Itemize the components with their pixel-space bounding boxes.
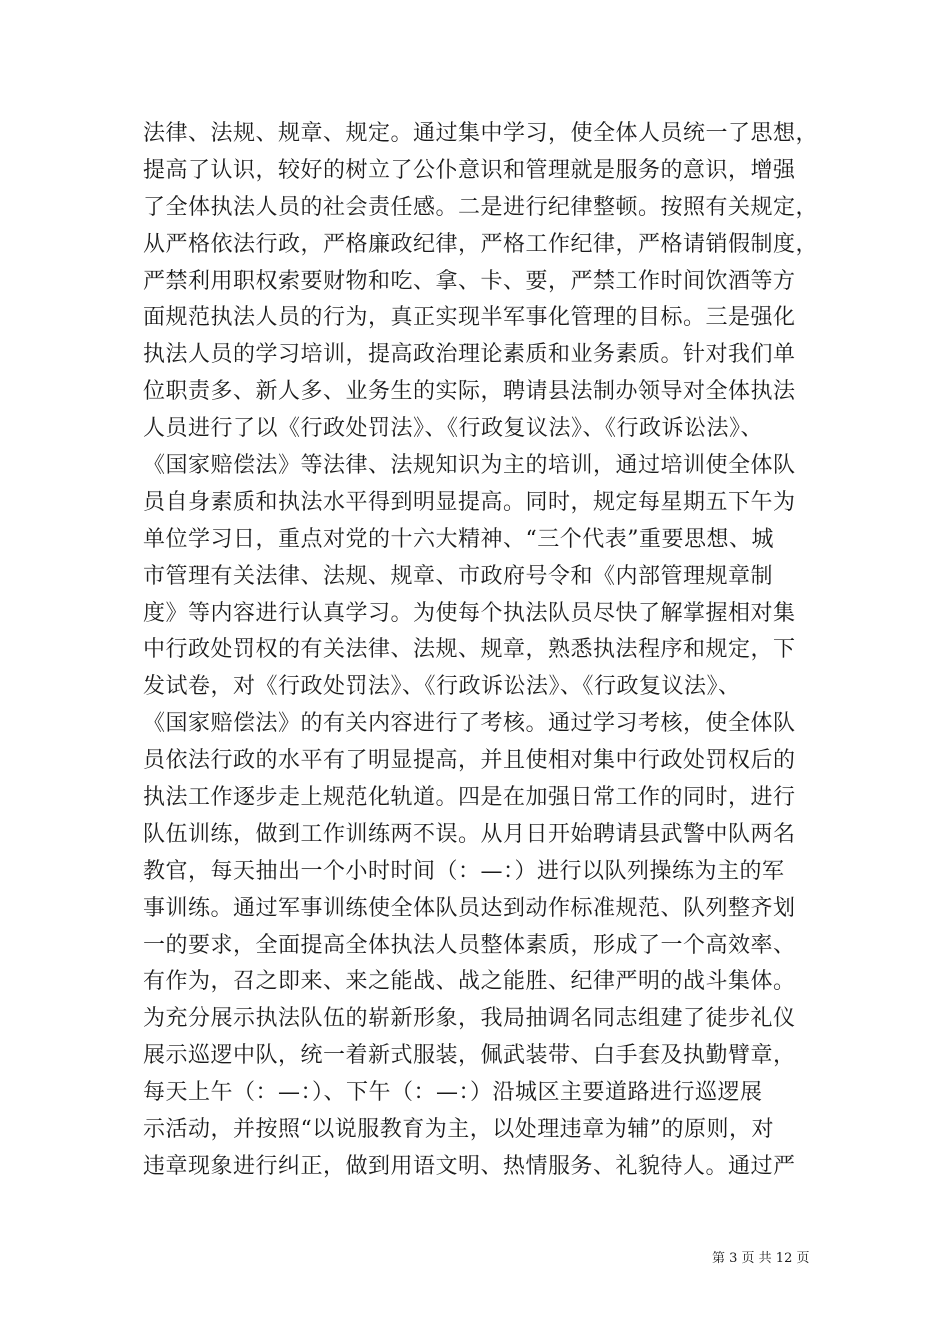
text-line: 中行政处罚权的有关法律、法规、规章，熟悉执法程序和规定，下: [143, 637, 796, 663]
text-line: 市管理有关法律、法规、规章、市政府号令和《内部管理规章制: [143, 563, 774, 589]
text-line: 展示巡逻中队，统一着新式服装，佩武装带、白手套及执勤臂章，: [143, 1043, 796, 1069]
text-line: 违章现象进行纠正，做到用语文明、热情服务、礼貌待人。通过严: [143, 1153, 796, 1179]
text-line: 执法人员的学习培训，提高政治理论素质和业务素质。针对我们单: [143, 342, 796, 368]
text-line: 《国家赔偿法》等法律、法规知识为主的培训，通过培训使全体队: [143, 453, 796, 479]
text-line: 队伍训练，做到工作训练两不误。从月日开始聘请县武警中队两名: [143, 821, 796, 847]
text-line: 执法工作逐步走上规范化轨道。四是在加强日常工作的同时，进行: [143, 785, 796, 811]
body-text: [143, 116, 833, 1186]
text-line: 员依法行政的水平有了明显提高，并且使相对集中行政处罚权后的: [143, 748, 796, 774]
page-number-footer: 第 3 页 共 12 页: [712, 1251, 810, 1266]
text-line: 为充分展示执法队伍的崭新形象，我局抽调名同志组建了徒步礼仪: [143, 1006, 796, 1032]
text-line: 每天上午（：—：）、下午（：—：）沿城区主要道路进行巡逻展: [143, 1080, 763, 1106]
text-line: 严禁利用职权索要财物和吃、拿、卡、要，严禁工作时间饮酒等方: [143, 268, 796, 294]
text-line: 一的要求，全面提高全体执法人员整体素质，形成了一个高效率、: [143, 932, 796, 958]
text-line: 《国家赔偿法》的有关内容进行了考核。通过学习考核，使全体队: [143, 711, 796, 737]
text-line: 从严格依法行政，严格廉政纪律，严格工作纪律，严格请销假制度，: [143, 231, 819, 257]
text-line: 人员进行了以《行政处罚法》、《行政复议法》、《行政诉讼法》、: [143, 416, 764, 442]
text-line: 有作为，召之即来、来之能战、战之能胜、纪律严明的战斗集体。: [143, 969, 796, 995]
text-line: 位职责多、新人多、业务生的实际，聘请县法制办领导对全体执法: [143, 379, 796, 405]
text-line: 教官，每天抽出一个小时时间（：—：）进行以队列操练为主的军: [143, 858, 785, 884]
text-line: 度》等内容进行认真学习。为使每个执法队员尽快了解掌握相对集: [143, 600, 796, 626]
text-line: 员自身素质和执法水平得到明显提高。同时，规定每星期五下午为: [143, 489, 796, 515]
text-line: 单位学习日，重点对党的十六大精神、“三个代表”重要思想、城: [143, 526, 774, 552]
text-line: 事训练。通过军事训练使全体队员达到动作标准规范、队列整齐划: [143, 895, 796, 921]
text-line: 示活动，并按照“以说服教育为主，以处理违章为辅”的原则，对: [143, 1117, 774, 1143]
text-line: 提高了认识，较好的树立了公仆意识和管理就是服务的意识，增强: [143, 157, 796, 183]
text-line: 法律、法规、规章、规定。通过集中学习，使全体人员统一了思想，: [143, 121, 819, 146]
text-line: 面规范执法人员的行为，真正实现半军事化管理的目标。三是强化: [143, 305, 796, 331]
text-line: 发试卷，对《行政处罚法》、《行政诉讼法》、《行政复议法》、: [143, 674, 741, 700]
text-line: 了全体执法人员的社会责任感。二是进行纪律整顿。按照有关规定，: [143, 194, 819, 220]
